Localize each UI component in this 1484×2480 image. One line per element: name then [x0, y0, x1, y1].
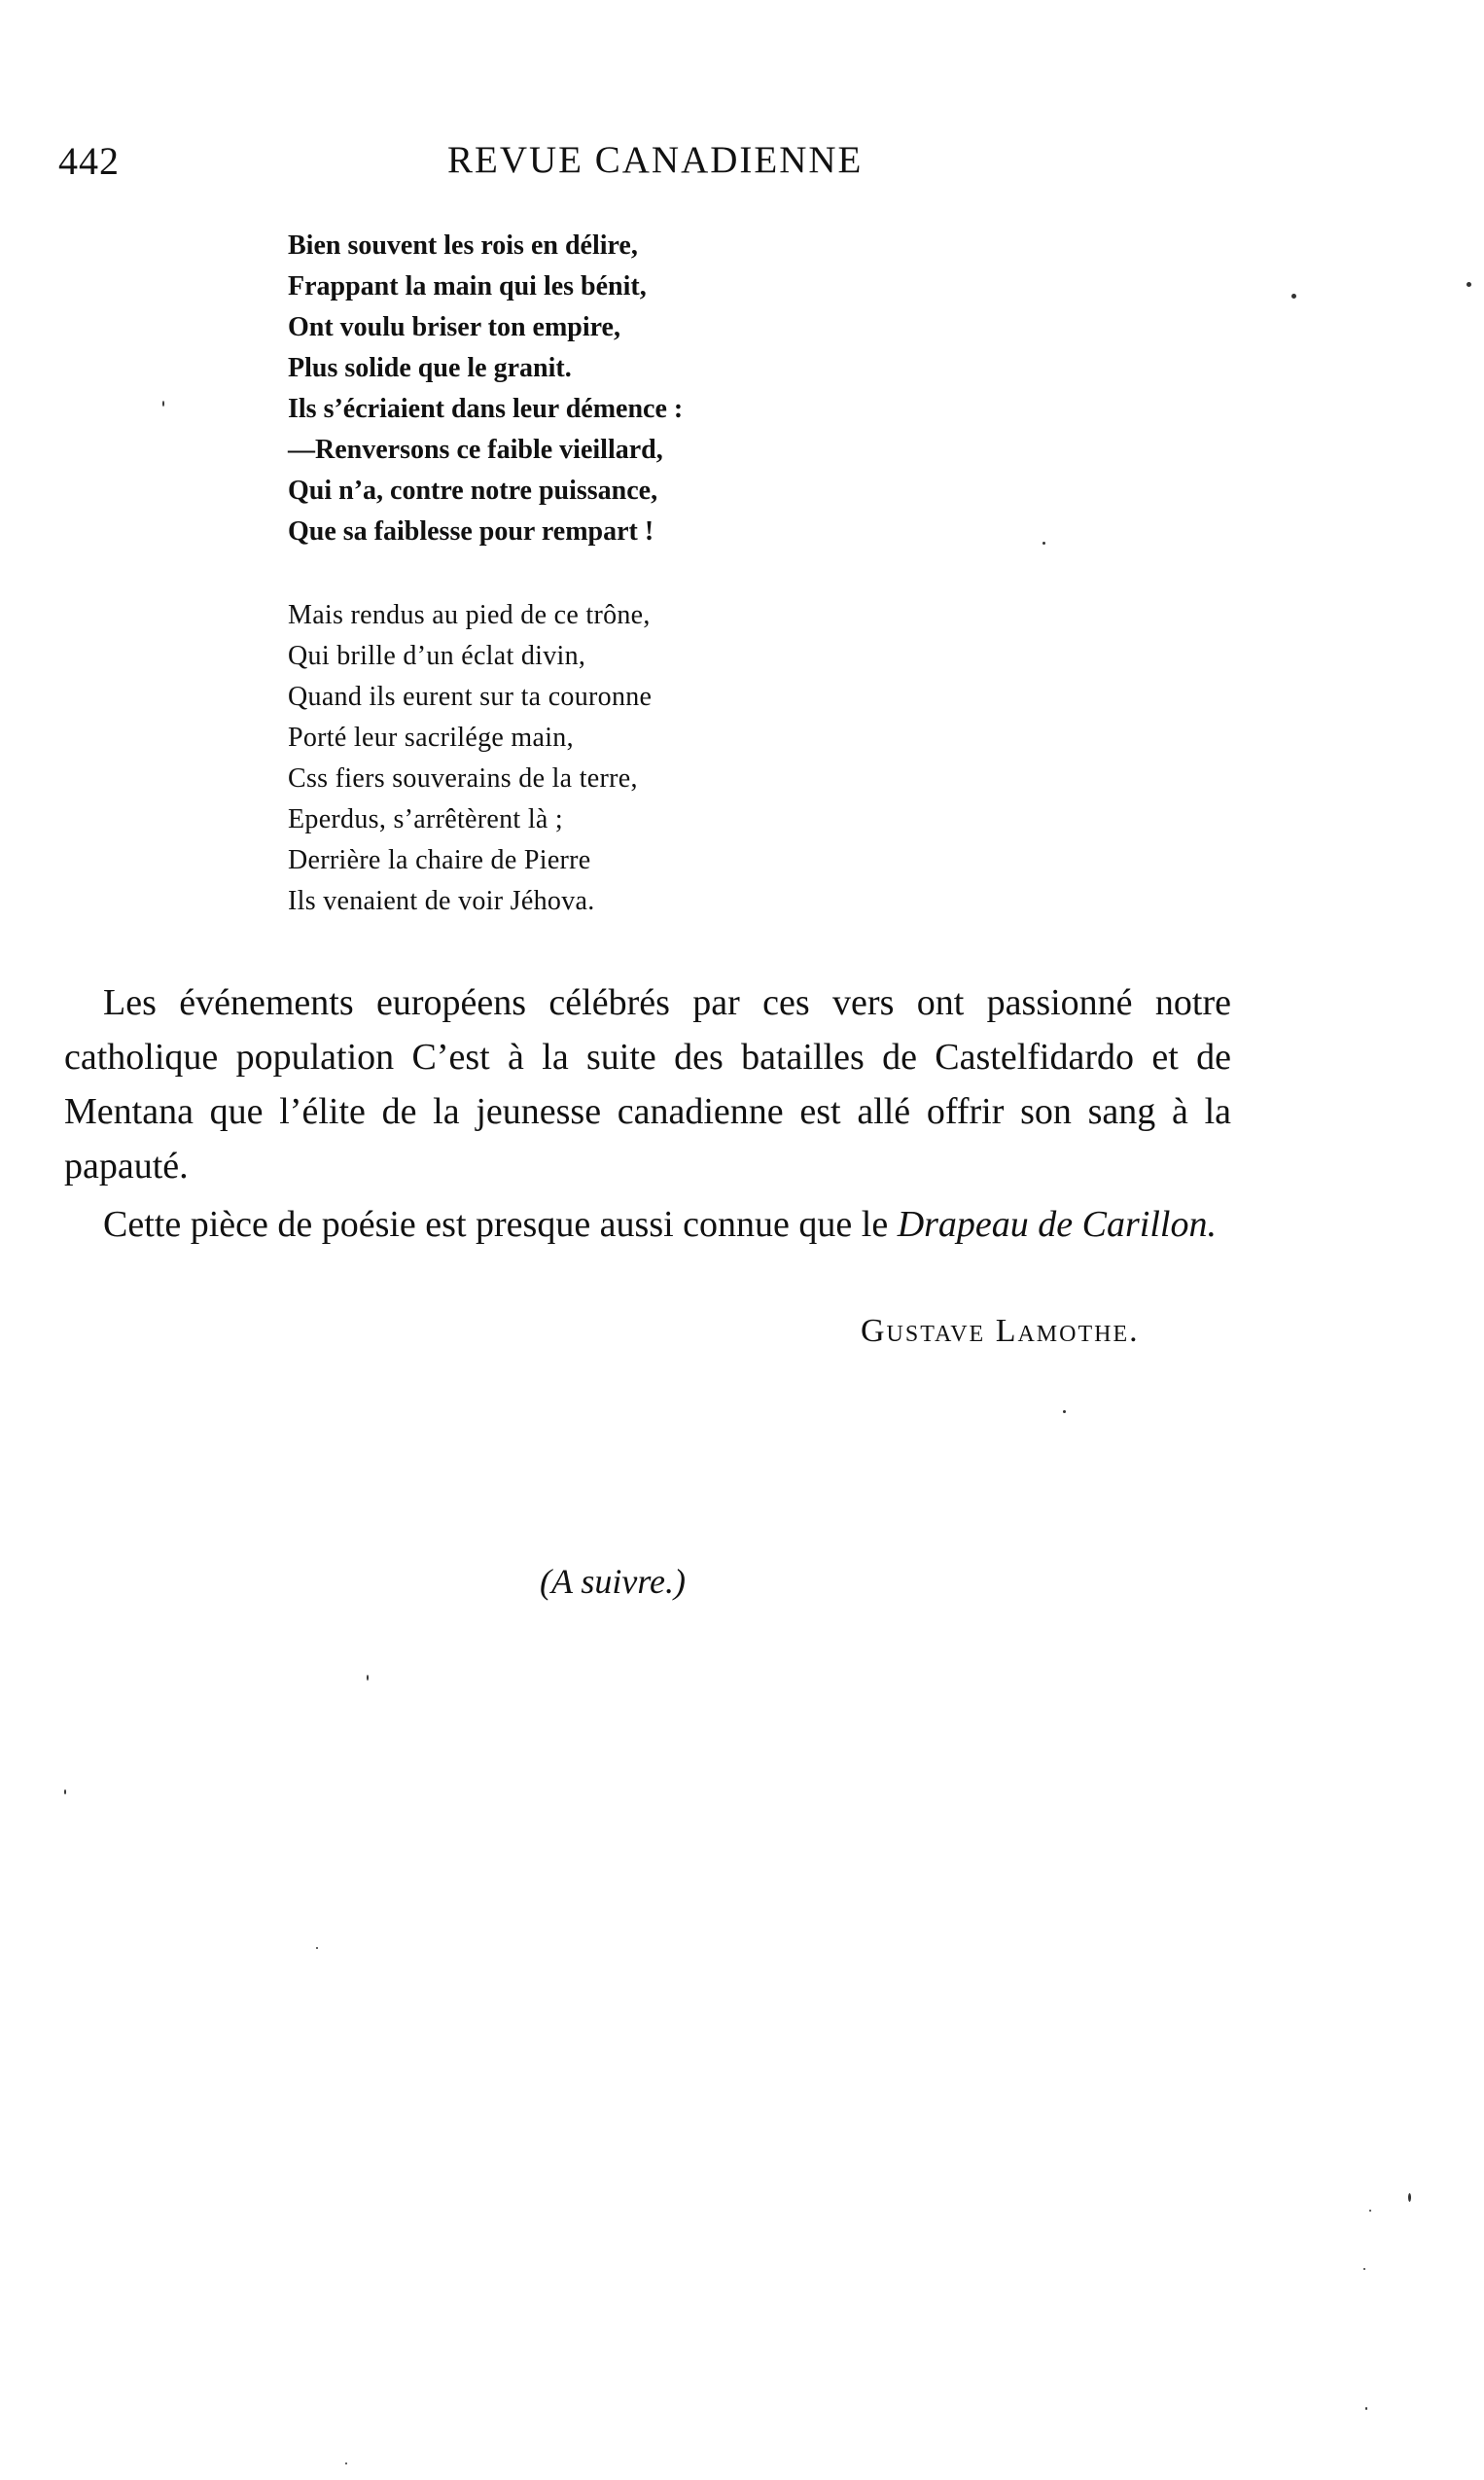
scan-speck [1408, 2193, 1411, 2202]
poem-line: Derrière la chaire de Pierre [288, 845, 591, 875]
scan-speck [316, 1947, 318, 1949]
poem-line: Porté leur sacrilége main, [288, 723, 574, 753]
scan-speck [1365, 2407, 1367, 2410]
scan-speck [1369, 2210, 1371, 2212]
author-signature: Gustave Lamothe. [861, 1313, 1140, 1349]
scan-speck [64, 1789, 66, 1794]
running-header [58, 138, 1206, 187]
scan-speck [1291, 294, 1296, 299]
scan-speck [162, 401, 164, 407]
poem-line: —Renversons ce faible vieillard, [288, 435, 663, 465]
poem-line: Qui n’a, contre notre puissance, [288, 476, 658, 506]
scan-speck [1466, 282, 1471, 287]
poem-line: Frappant la main qui les bénit, [288, 271, 647, 301]
poem-line: Ils venaient de voir Jéhova. [288, 886, 595, 916]
poem-line: Ont voulu briser ton empire, [288, 312, 620, 342]
poem-line: Qui brille d’un éclat divin, [288, 641, 586, 671]
scan-speck [1042, 542, 1045, 545]
paragraph-2 [64, 1197, 1231, 1252]
poem-line: Plus solide que le granit. [288, 353, 572, 383]
prose-body [64, 975, 1231, 1252]
paragraph-2-text: Cette pièce de poésie est presque aussi connue que le [103, 1204, 898, 1245]
poem-line: Mais rendus au pied de ce trône, [288, 600, 651, 630]
poem-line: Ils s’écriaient dans leur démence : [288, 394, 684, 424]
paragraph-1: Les événements européens célébrés par ces vers ont passionné notre catholique population C’est à la suite des batailles de Castelfidardo et de Mentana que l’élite de la jeunesse canadienne est allé offrir son sang à la papauté. [64, 982, 1231, 1187]
page-number: 442 [58, 139, 120, 183]
poem-stanza-1 [288, 226, 832, 552]
scan-speck [1363, 2268, 1365, 2270]
poem-line: Bien souvent les rois en délire, [288, 230, 638, 261]
poem-line: Que sa faiblesse pour rempart ! [288, 516, 654, 547]
poem-line: Eperdus, s’arrêtèrent là ; [288, 804, 564, 834]
poem-stanza-2 [288, 595, 832, 922]
paragraph-2-title: Drapeau de Carillon. [897, 1204, 1217, 1245]
scan-speck [1063, 1410, 1066, 1413]
scan-speck [345, 2462, 347, 2464]
running-title: REVUE CANADIENNE [447, 139, 864, 181]
poem-line: Css fiers souverains de la terre, [288, 763, 638, 794]
poem-line: Quand ils eurent sur ta couronne [288, 682, 653, 712]
scan-speck [367, 1675, 369, 1681]
to-be-continued: (A suivre.) [540, 1562, 686, 1601]
poem [288, 226, 832, 922]
